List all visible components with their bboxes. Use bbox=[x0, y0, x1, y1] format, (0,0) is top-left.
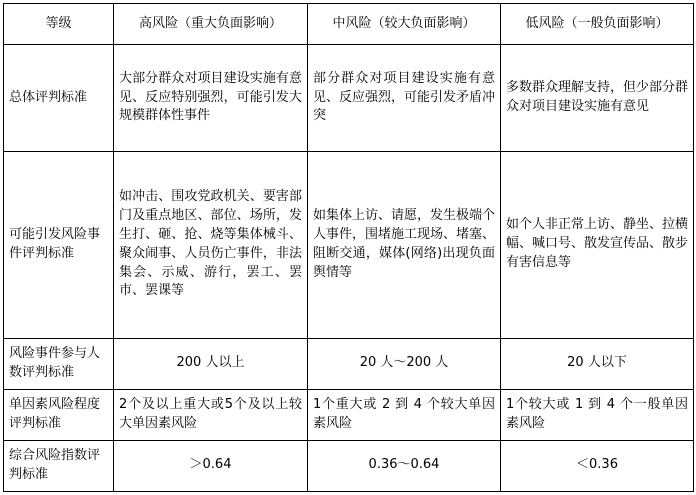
row-label-events: 可能引发风险事件评判标准 bbox=[4, 151, 114, 338]
row-label-single-factor: 单因素风险程度评判标准 bbox=[4, 389, 114, 440]
table-row bbox=[4, 151, 694, 338]
cell-events-mid: 如集体上访、请愿，发生极端个人事件，围堵施工现场、堵塞、阻断交通，媒体(网络)出现负面舆情等 bbox=[308, 151, 501, 338]
cell-single-factor-low: 1个较大或 1 到 4 个一般单因素风险 bbox=[501, 389, 694, 440]
cell-participants-low: 20 人以下 bbox=[501, 338, 694, 389]
cell-events-low: 如个人非正常上访、静坐、拉横幅、喊口号、散发宣传品、散步有害信息等 bbox=[501, 151, 694, 338]
cell-single-factor-high: 2个及以上重大或5个及以上较大单因素风险 bbox=[114, 389, 308, 440]
cell-composite-index-high: ＞0.64 bbox=[114, 440, 308, 491]
table-row bbox=[4, 338, 694, 389]
risk-criteria-table bbox=[3, 3, 694, 492]
cell-events-high: 如冲击、围攻党政机关、要害部门及重点地区、部位、场所，发生打、砸、抢、烧等集体械斗、聚众闹事、人员伤亡事件，非法集会、示威、游行，罢工、罢市、罢课等 bbox=[114, 151, 308, 338]
cell-overall-low: 多数群众理解支持，但少部分群众对项目建设实施有意见 bbox=[501, 45, 694, 152]
cell-participants-high: 200 人以上 bbox=[114, 338, 308, 389]
table-row bbox=[4, 45, 694, 152]
table-row bbox=[4, 440, 694, 491]
table-header-row bbox=[4, 4, 694, 45]
header-grade: 等级 bbox=[4, 4, 114, 45]
header-high-risk: 高风险（重大负面影响） bbox=[114, 4, 308, 45]
cell-composite-index-mid: 0.36～0.64 bbox=[308, 440, 501, 491]
header-low-risk: 低风险（一般负面影响） bbox=[501, 4, 694, 45]
cell-single-factor-mid: 1个重大或 2 到 4 个较大单因素风险 bbox=[308, 389, 501, 440]
table-row bbox=[4, 389, 694, 440]
header-mid-risk: 中风险（较大负面影响） bbox=[308, 4, 501, 45]
row-label-composite-index: 综合风险指数评判标准 bbox=[4, 440, 114, 491]
row-label-participants: 风险事件参与人数评判标准 bbox=[4, 338, 114, 389]
row-label-overall: 总体评判标准 bbox=[4, 45, 114, 152]
cell-overall-mid: 部分群众对项目建设实施有意见、反应强烈，可能引发矛盾冲突 bbox=[308, 45, 501, 152]
cell-composite-index-low: ＜0.36 bbox=[501, 440, 694, 491]
cell-overall-high: 大部分群众对项目建设实施有意见、反应特别强烈，可能引发大规模群体性事件 bbox=[114, 45, 308, 152]
cell-participants-mid: 20 人～200 人 bbox=[308, 338, 501, 389]
